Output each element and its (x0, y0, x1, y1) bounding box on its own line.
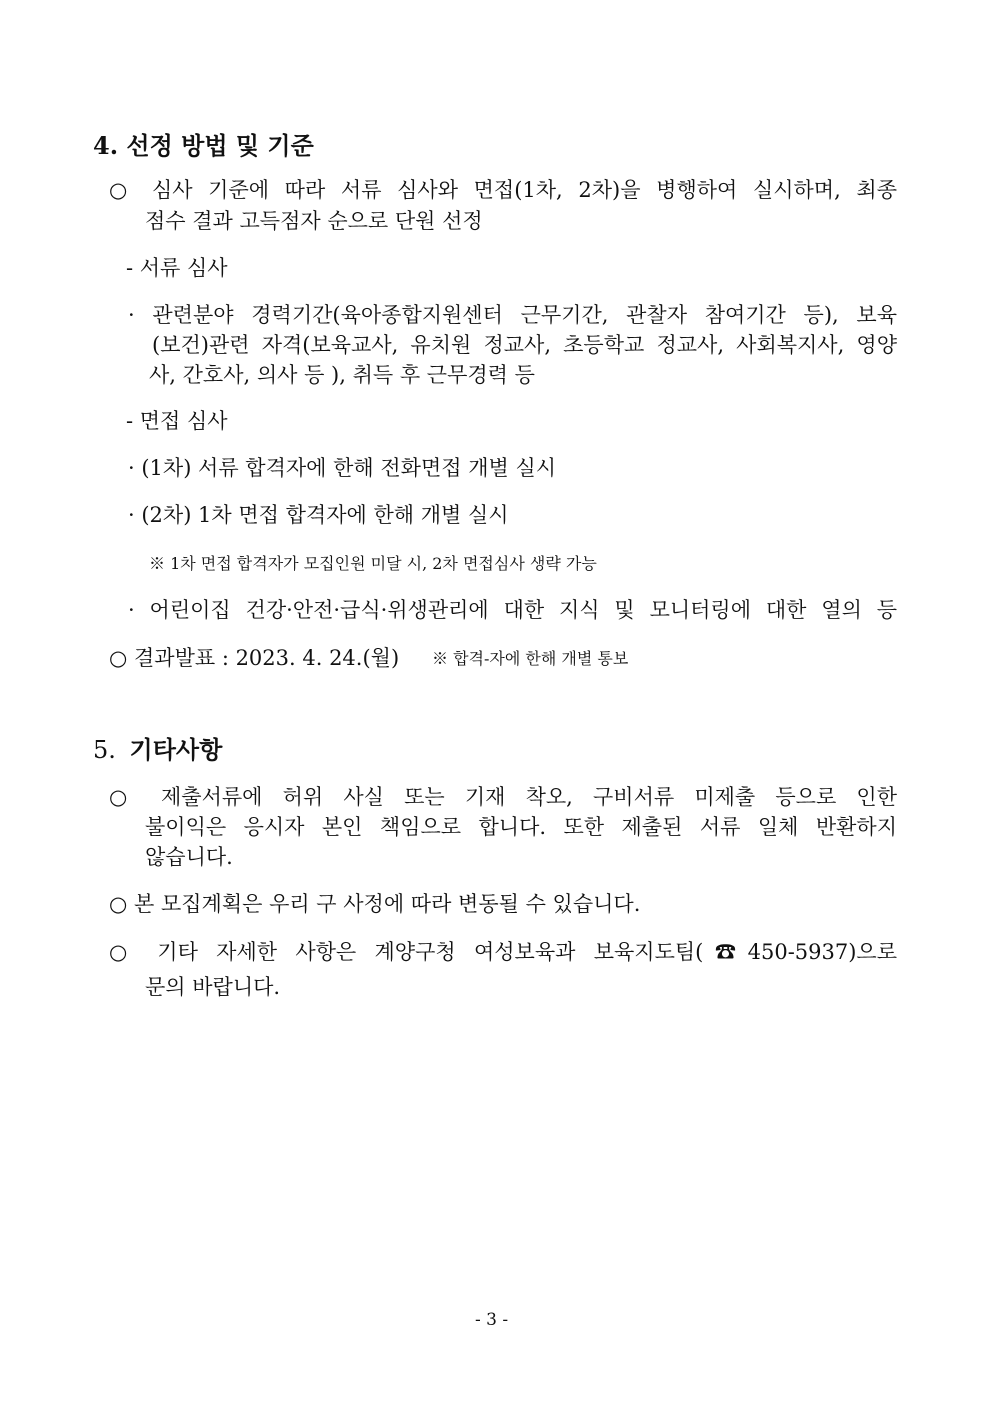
section-5-heading: 기타사항 (129, 735, 223, 764)
interview-round-1: · (1차) 서류 합격자에 한해 전화면접 개별 실시 (128, 456, 557, 480)
criteria-line-1: ○ 심사 기준에 따라 서류 심사와 면접(1차, 2차)을 병행하여 실시하며, 최종 (109, 178, 897, 202)
notice-item-1-line-2: 불이익은 응시자 본인 책임으로 합니다. 또한 제출된 서류 일체 반환하지 (145, 815, 897, 839)
section-5-number: 5. (93, 736, 116, 764)
interview-round-2: · (2차) 1차 면접 합격자에 한해 개별 실시 (128, 503, 509, 527)
notice-item-3-line-2: 문의 바랍니다. (145, 975, 281, 999)
notice-item-2: ○ 본 모집계획은 우리 구 사정에 따라 변동될 수 있습니다. (109, 892, 641, 916)
section-4-title: 4. 선정 방법 및 기준 (93, 131, 314, 160)
document-review-line-3: 사, 간호사, 의사 등 ), 취득 후 근무경력 등 (149, 363, 535, 387)
interview-note: ※ 1차 면접 합격자가 모집인원 미달 시, 2차 면접심사 생략 가능 (149, 554, 597, 573)
notice-item-1-line-1: ○ 제출서류에 허위 사실 또는 기재 착오, 구비서류 미제출 등으로 인한 (109, 785, 897, 809)
result-announcement: ○ 결과발표 : 2023. 4. 24.(월) (109, 646, 400, 670)
document-review-line-2: (보건)관련 자격(보육교사, 유치원 정교사, 초등학교 정교사, 사회복지사, 영양 (152, 333, 897, 357)
document-review-heading: - 서류 심사 (126, 256, 228, 280)
document-review-line-1: · 관련분야 경력기간(육아종합지원센터 근무기간, 관찰자 참여기간 등), 보육 (128, 303, 897, 327)
notice-item-3-line-1: ○ 기타 자세한 사항은 계양구청 여성보육과 보육지도팀(☎450-5937)으로 (109, 940, 897, 964)
criteria-line-2: 점수 결과 고득점자 순으로 단원 선정 (145, 209, 483, 233)
interview-topics: · 어린이집 건강·안전·급식·위생관리에 대한 지식 및 모니터링에 대한 열의 등 (128, 598, 897, 622)
page-number: - 3 - (475, 1310, 509, 1330)
interview-heading: - 면접 심사 (126, 409, 228, 433)
section-5-title (93, 730, 222, 765)
result-note: ※ 합격-자에 한해 개별 통보 (432, 649, 629, 668)
notice-item-1-line-3: 않습니다. (145, 845, 233, 869)
